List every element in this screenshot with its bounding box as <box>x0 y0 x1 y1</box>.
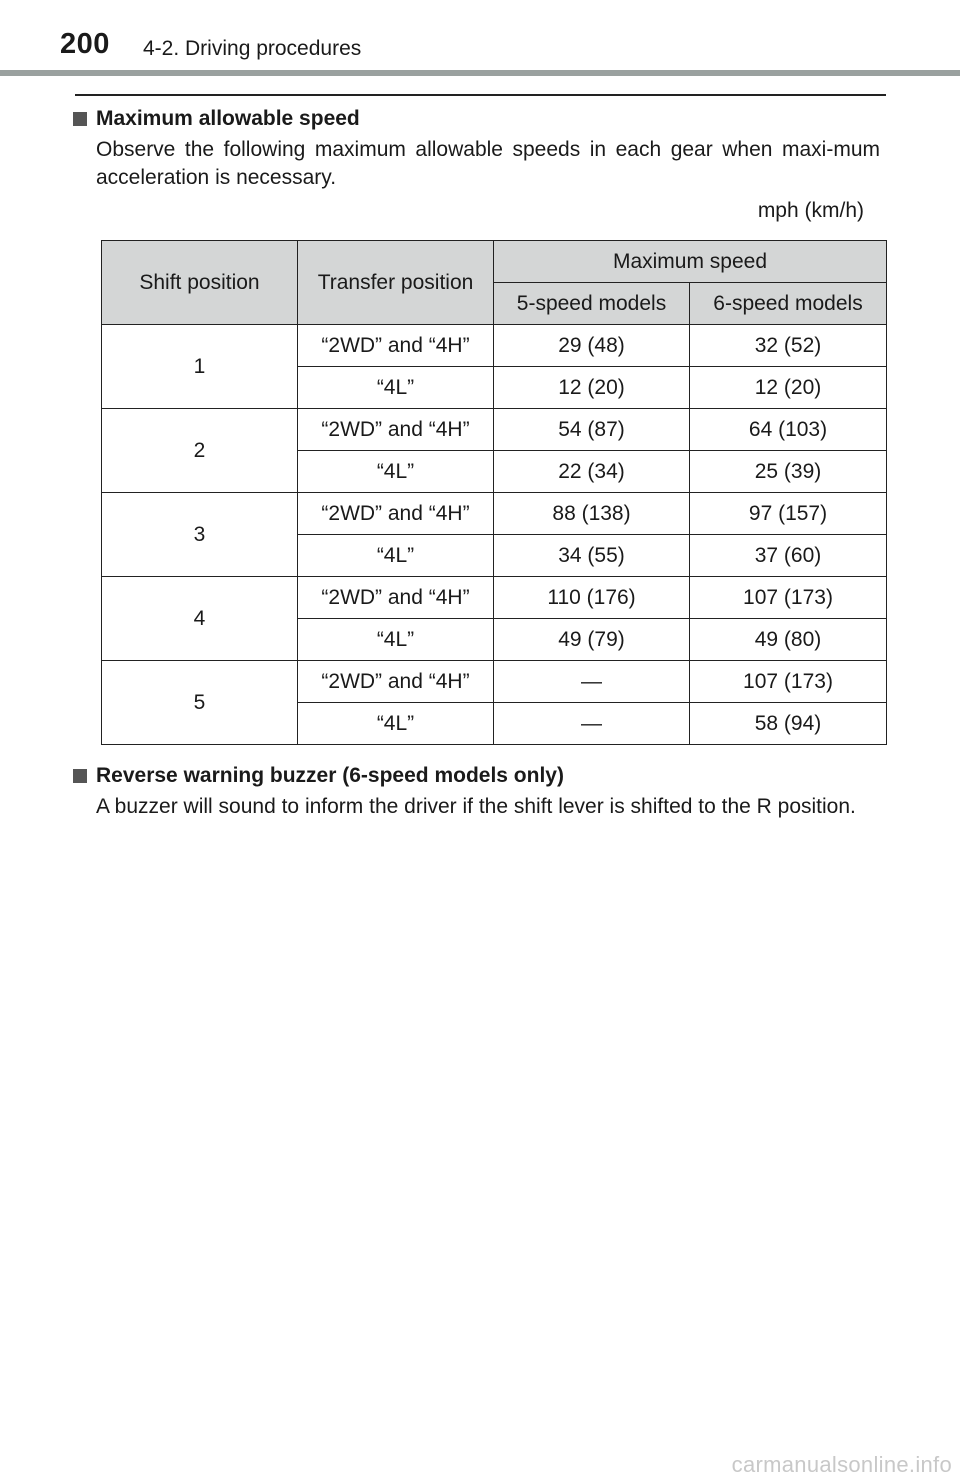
shift-position-cell: 1 <box>102 325 298 409</box>
heading-text: Maximum allowable speed <box>96 107 360 130</box>
five-speed-cell: 34 (55) <box>494 535 690 577</box>
transfer-cell: “4L” <box>298 619 494 661</box>
header-maximum-speed: Maximum speed <box>494 241 887 283</box>
shift-position-cell: 2 <box>102 409 298 493</box>
section-heading-reverse-buzzer <box>73 764 564 788</box>
table-row <box>102 409 887 451</box>
shift-position-cell: 5 <box>102 661 298 745</box>
content-divider <box>75 94 886 96</box>
transfer-cell: “2WD” and “4H” <box>298 493 494 535</box>
transfer-cell: “2WD” and “4H” <box>298 409 494 451</box>
shift-position-cell: 3 <box>102 493 298 577</box>
header-transfer-position: Transfer position <box>298 241 494 325</box>
table-row <box>102 325 887 367</box>
five-speed-cell: 29 (48) <box>494 325 690 367</box>
table-row <box>102 577 887 619</box>
transfer-cell: “4L” <box>298 703 494 745</box>
header-divider <box>0 70 960 76</box>
transfer-cell: “4L” <box>298 451 494 493</box>
transfer-cell: “2WD” and “4H” <box>298 577 494 619</box>
six-speed-cell: 37 (60) <box>690 535 887 577</box>
table-row <box>102 661 887 703</box>
transfer-cell: “4L” <box>298 367 494 409</box>
six-speed-cell: 32 (52) <box>690 325 887 367</box>
transfer-cell: “4L” <box>298 535 494 577</box>
page-header <box>0 0 960 78</box>
five-speed-cell: 110 (176) <box>494 577 690 619</box>
header-shift-position: Shift position <box>102 241 298 325</box>
header-6-speed-models: 6-speed models <box>690 283 887 325</box>
section-heading-max-speed <box>73 107 360 131</box>
header-5-speed-models: 5-speed models <box>494 283 690 325</box>
page-number: 200 <box>60 28 110 60</box>
square-bullet-icon <box>73 112 87 126</box>
reverse-buzzer-paragraph: A buzzer will sound to inform the driver if the shift lever is shifted to the R position. <box>96 795 856 818</box>
five-speed-cell: 12 (20) <box>494 367 690 409</box>
five-speed-cell: — <box>494 661 690 703</box>
six-speed-cell: 97 (157) <box>690 493 887 535</box>
five-speed-cell: 54 (87) <box>494 409 690 451</box>
transfer-cell: “2WD” and “4H” <box>298 325 494 367</box>
watermark: carmanualsonline.info <box>731 1452 952 1477</box>
square-bullet-icon <box>73 769 87 783</box>
five-speed-cell: — <box>494 703 690 745</box>
unit-label: mph (km/h) <box>757 199 864 222</box>
six-speed-cell: 64 (103) <box>690 409 887 451</box>
six-speed-cell: 25 (39) <box>690 451 887 493</box>
six-speed-cell: 12 (20) <box>690 367 887 409</box>
five-speed-cell: 49 (79) <box>494 619 690 661</box>
six-speed-cell: 107 (173) <box>690 577 887 619</box>
five-speed-cell: 88 (138) <box>494 493 690 535</box>
max-speed-table <box>101 240 887 745</box>
transfer-cell: “2WD” and “4H” <box>298 661 494 703</box>
heading-text: Reverse warning buzzer (6-speed models only) <box>96 764 564 787</box>
six-speed-cell: 107 (173) <box>690 661 887 703</box>
max-speed-paragraph: Observe the following maximum allowable speeds in each gear when maxi-mum acceleration is necessary. <box>96 138 880 189</box>
six-speed-cell: 49 (80) <box>690 619 887 661</box>
table-row <box>102 493 887 535</box>
six-speed-cell: 58 (94) <box>690 703 887 745</box>
shift-position-cell: 4 <box>102 577 298 661</box>
five-speed-cell: 22 (34) <box>494 451 690 493</box>
section-title: 4-2. Driving procedures <box>143 37 362 60</box>
